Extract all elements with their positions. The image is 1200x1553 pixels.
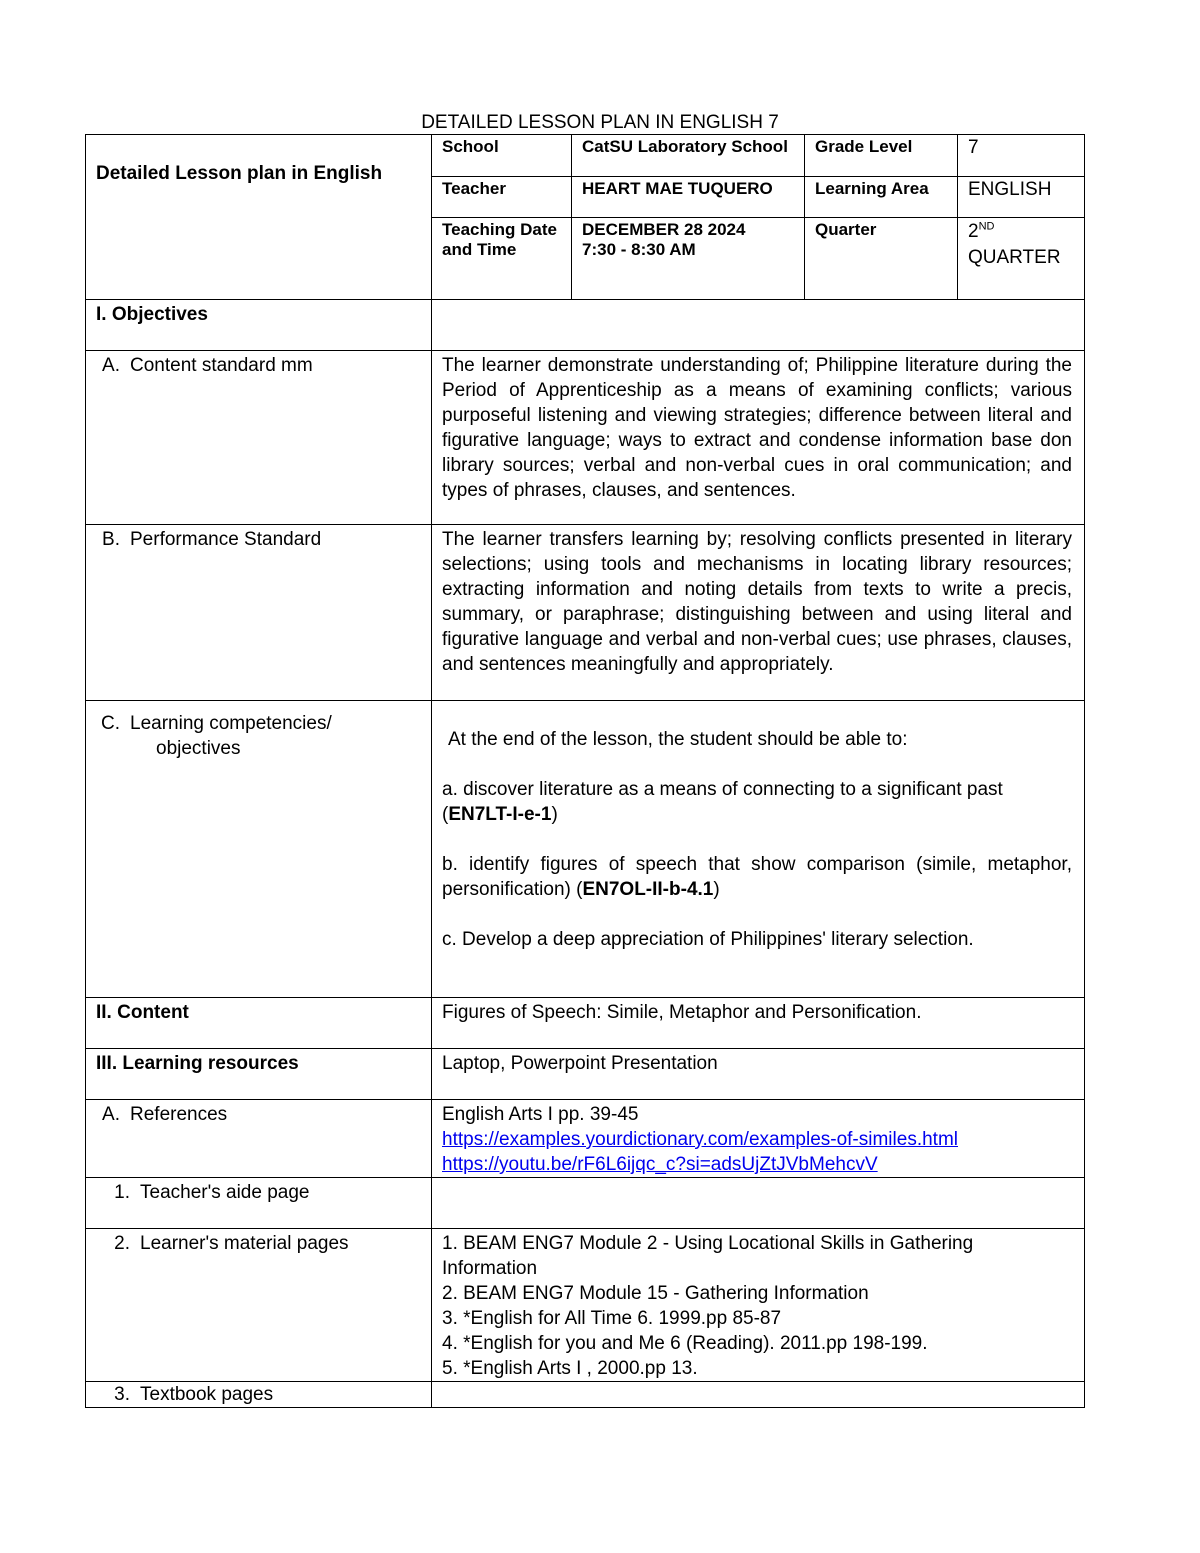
content-standard-label-text: Content standard mm	[130, 355, 313, 376]
teacher-label: Teacher	[432, 177, 572, 218]
lesson-plan-table	[85, 134, 1085, 1408]
competency-a-text: a. discover literature as a means of connecting to a significant past (	[442, 779, 1003, 825]
textbook-marker: 3.	[114, 1384, 130, 1405]
performance-standard-row	[86, 525, 1085, 701]
performance-standard-marker: B.	[102, 529, 120, 550]
content-text: Figures of Speech: Simile, Metaphor and Personification.	[432, 998, 1085, 1049]
content-standard-label	[86, 351, 432, 525]
references-marker: A.	[102, 1104, 120, 1125]
competencies-content	[432, 701, 1085, 998]
content-standard-row	[86, 351, 1085, 525]
competency-item-a	[442, 777, 1072, 827]
competency-item-c	[442, 927, 1072, 952]
learners-material-label-text: Learner's material pages	[140, 1233, 349, 1254]
objectives-label: I. Objectives	[86, 300, 432, 351]
objectives-row	[86, 300, 1085, 351]
quarter-word: QUARTER	[968, 247, 1061, 268]
references-row	[86, 1100, 1085, 1178]
references-content	[432, 1100, 1085, 1178]
references-book: English Arts I pp. 39-45	[442, 1104, 639, 1125]
learners-material-content	[432, 1229, 1085, 1382]
teachers-aide-label	[86, 1178, 432, 1229]
textbook-row	[86, 1382, 1085, 1408]
learners-material-row	[86, 1229, 1085, 1382]
performance-standard-text: The learner transfers learning by; resolving conflicts presented in literary selections; using tools and mechanisms in locating library resources; extracting information and noting details from texts to write a precis, summary, or paraphrase; distinguishing between and using literal and figurative language and verbal and non-verbal cues; use phrases, clauses, and sentences meaningfully and appropriately.	[432, 525, 1085, 701]
content-label: II. Content	[86, 998, 432, 1049]
content-standard-text: The learner demonstrate understanding of; Philippine literature during the Period of Apprenticeship as a means of examining conflicts; various purposeful listening and viewing strategies; difference between literal and figurative language; ways to extract and condense information base don library sources; verbal and non-verbal cues in oral communication; and types of phrases, clauses, and sentences.	[432, 351, 1085, 525]
references-label-text: References	[130, 1104, 228, 1125]
date-value: DECEMBER 28 2024	[582, 220, 746, 239]
reference-link-similes[interactable]: https://examples.yourdictionary.com/examples-of-similes.html	[442, 1129, 958, 1150]
performance-standard-label	[86, 525, 432, 701]
content-standard-marker: A.	[102, 355, 120, 376]
competencies-marker: C.	[101, 713, 120, 734]
textbook-content	[432, 1382, 1085, 1408]
learners-material-item: 3. *English for All Time 6. 1999.pp 85-87	[442, 1308, 782, 1329]
learning-area-label: Learning Area	[805, 177, 958, 218]
references-label	[86, 1100, 432, 1178]
competency-a-close: )	[551, 804, 558, 825]
teachers-aide-marker: 1.	[114, 1182, 130, 1203]
header-row-school	[86, 135, 1085, 177]
resources-label: III. Learning resources	[86, 1049, 432, 1100]
learners-material-marker: 2.	[114, 1233, 130, 1254]
quarter-label: Quarter	[805, 218, 958, 300]
textbook-label-text: Textbook pages	[140, 1384, 274, 1405]
learning-area-value: ENGLISH	[958, 177, 1085, 218]
learners-material-item: 5. *English Arts I , 2000.pp 13.	[442, 1358, 698, 1379]
quarter-number: 2	[968, 221, 979, 242]
competencies-label-line1: Learning competencies/	[130, 713, 332, 734]
textbook-label	[86, 1382, 432, 1408]
time-value: 7:30 - 8:30 AM	[582, 240, 696, 259]
reference-link-youtube[interactable]: https://youtu.be/rF6L6ijqc_c?si=adsUjZtJVbMehcvV	[442, 1154, 878, 1175]
teaching-date-value	[572, 218, 805, 300]
competencies-label	[86, 701, 432, 998]
performance-standard-label-text: Performance Standard	[130, 529, 322, 550]
quarter-value	[958, 218, 1085, 300]
learners-material-item: 4. *English for you and Me 6 (Reading). 2011.pp 198-199.	[442, 1333, 928, 1354]
header-main-label: Detailed Lesson plan in English	[86, 135, 432, 300]
objectives-content	[432, 300, 1085, 351]
competency-c-text: c. Develop a deep appreciation of Philippines' literary selection.	[442, 929, 974, 950]
grade-level-value: 7	[958, 135, 1085, 177]
competency-a-code: EN7LT-I-e-1	[448, 804, 552, 825]
competencies-row	[86, 701, 1085, 998]
quarter-ordinal-suffix: ND	[978, 220, 995, 233]
school-value: CatSU Laboratory School	[572, 135, 805, 177]
resources-row	[86, 1049, 1085, 1100]
learners-material-item: 2. BEAM ENG7 Module 15 - Gathering Information	[442, 1283, 869, 1304]
document-title: DETAILED LESSON PLAN IN ENGLISH 7	[421, 112, 779, 133]
resources-text: Laptop, Powerpoint Presentation	[432, 1049, 1085, 1100]
teaching-date-label: Teaching Date and Time	[432, 218, 572, 300]
content-row	[86, 998, 1085, 1049]
learners-material-label	[86, 1229, 432, 1382]
competencies-label-line2: objectives	[156, 738, 241, 759]
school-label: School	[432, 135, 572, 177]
competencies-intro: At the end of the lesson, the student should be able to:	[448, 729, 908, 750]
teacher-value: HEART MAE TUQUERO	[572, 177, 805, 218]
competency-b-close: )	[713, 879, 720, 900]
learners-material-item: 1. BEAM ENG7 Module 2 - Using Locational Skills in Gathering Information	[442, 1233, 974, 1279]
competency-b-text: b. identify figures of speech that show comparison (simile, metaphor, personification) (	[442, 854, 1072, 900]
teachers-aide-label-text: Teacher's aide page	[140, 1182, 310, 1203]
grade-level-label: Grade Level	[805, 135, 958, 177]
teachers-aide-content	[432, 1178, 1085, 1229]
competency-b-code: EN7OL-II-b-4.1	[582, 879, 714, 900]
competency-item-b	[442, 852, 1072, 902]
teachers-aide-row	[86, 1178, 1085, 1229]
